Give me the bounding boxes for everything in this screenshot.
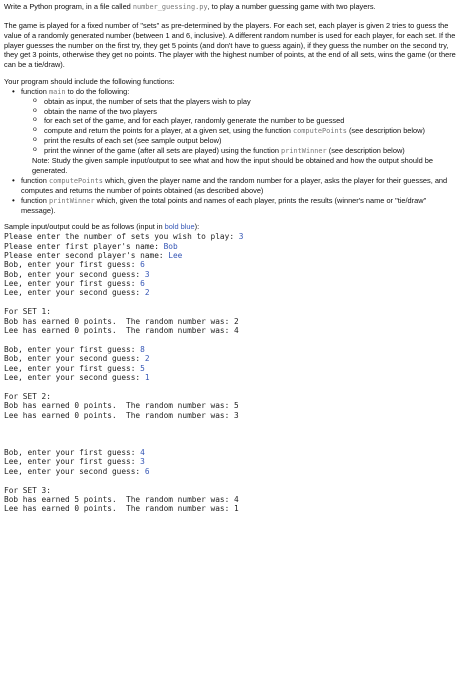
transcript-output: Please enter first player's name:	[4, 241, 164, 251]
sample-label-pre: Sample input/output could be as follows (input in	[4, 222, 165, 232]
transcript-output: Bob has earned 5 points. The random number was: 4	[4, 494, 239, 504]
transcript-line	[4, 307, 456, 316]
transcript-output: Lee has earned 0 points. The random number was: 3	[4, 410, 239, 420]
transcript-input: Bob	[163, 241, 178, 251]
transcript-output: Please enter second player's name:	[4, 250, 169, 260]
transcript-output: Bob has earned 0 points. The random number was: 5	[4, 401, 239, 411]
compute-post: which, given the player name and the random number for a player, asks the player for their guesses, and computes and returns the number of points obtained (as described above)	[21, 175, 448, 195]
transcript-output: Bob, enter your second guess:	[4, 354, 145, 364]
subtask-3: o for each set of the game, and for each player, randomly generate the number to be guessed	[33, 116, 456, 126]
transcript-output: Lee has earned 0 points. The random number was: 1	[4, 504, 239, 514]
header-text: Write a Python program, in a file called	[4, 2, 133, 11]
function-computepoints-item	[12, 176, 456, 196]
transcript-input: 2	[144, 288, 150, 298]
transcript-line	[4, 279, 456, 288]
transcript-output: Lee, enter your second guess:	[4, 288, 145, 298]
transcript-input: 3	[238, 232, 244, 242]
subtask-4-pre: compute and return the points for a player, at a given set, using the function	[44, 126, 293, 136]
compute-pre: function	[21, 175, 49, 185]
main-post: to do the following:	[65, 86, 130, 96]
subtask-5: o print the results of each set (see sample output below)	[33, 136, 456, 146]
transcript-output: Lee, enter your first guess:	[4, 457, 141, 467]
transcript-output: For SET 3:	[4, 485, 51, 495]
transcript-input: 6	[144, 466, 150, 476]
main-subtasks	[21, 97, 456, 156]
sample-label	[4, 222, 456, 232]
subtask-4-post: (see description below)	[346, 126, 425, 136]
subtask-4	[33, 126, 456, 136]
subtask-6-post: (see description below)	[326, 145, 405, 155]
transcript-line	[4, 401, 456, 410]
transcript-input: Lee	[168, 250, 183, 260]
transcript-output: Bob, enter your second guess:	[4, 269, 145, 279]
transcript-output: Please enter the number of sets you wish to play:	[4, 232, 239, 242]
transcript-input: 1	[144, 373, 150, 382]
assignment-document	[4, 2, 456, 514]
transcript-line	[4, 270, 456, 279]
transcript-input: 6	[140, 279, 145, 289]
transcript-line	[4, 242, 456, 251]
game-rules: The game is played for a fixed number of "sets" as pre-determined by the players. For each set, each player is given 2 tries to guess the value of a randomly generated number (between 1 and 6, inclusive). A different random number is used for each player, for each set. If the player guesses the number on the first try, they get 5 points (and don't have to guess again), if they guess the number on the second try, they get 3 points, otherwise they get no points. The player with the highest number of points, at the end of all sets, wins the game (or there can be a tie/draw).	[4, 21, 456, 70]
task-header	[4, 2, 456, 12]
transcript-line	[4, 495, 456, 504]
sample-transcript	[4, 232, 456, 514]
winner-post: which, given the total points and names of each player, prints the results (winner's name or "tie/draw" message).	[21, 195, 427, 215]
main-pre: function	[21, 86, 49, 96]
transcript-input: 2	[144, 354, 150, 364]
transcript-output: Lee, enter your first guess:	[4, 279, 141, 289]
transcript-output: Bob, enter your first guess:	[4, 344, 141, 354]
transcript-line	[4, 457, 456, 466]
transcript-output: Bob, enter your first guess:	[4, 447, 141, 457]
transcript-output: Bob, enter your first guess:	[4, 260, 141, 270]
sample-label-post: ):	[194, 222, 200, 232]
transcript-line	[4, 373, 456, 382]
function-main-item	[12, 87, 456, 176]
subtask-2: o obtain the name of the two players	[33, 107, 456, 117]
transcript-line	[4, 486, 456, 495]
winner-pre: function	[21, 195, 49, 205]
transcript-input: 3	[140, 457, 145, 467]
transcript-line	[4, 345, 456, 354]
function-list	[4, 87, 456, 216]
transcript-output: Lee, enter your first guess:	[4, 363, 141, 373]
transcript-line	[4, 251, 456, 260]
transcript-output: Lee, enter your second guess:	[4, 373, 145, 382]
transcript-line	[4, 504, 456, 513]
transcript-input: 3	[144, 269, 150, 279]
header-text-end: , to play a number guessing game with two players.	[207, 2, 376, 11]
transcript-input: 5	[140, 363, 145, 373]
function-printwinner-item	[12, 196, 456, 216]
transcript-line	[4, 326, 456, 335]
winner-code: printWinner	[48, 196, 95, 205]
transcript-line	[4, 288, 456, 297]
transcript-line	[4, 392, 456, 401]
transcript-line	[4, 467, 456, 476]
transcript-input: 4	[140, 447, 145, 457]
subtask-6	[33, 146, 456, 156]
sample-label-blue: bold blue	[164, 222, 195, 232]
subtask-4-code: computePoints	[292, 127, 347, 136]
functions-intro: Your program should include the following functions:	[4, 76, 175, 86]
main-note: Note: Study the given sample input/output to see what and how the input should be obtained and how the output should be generated.	[32, 156, 434, 175]
main-code: main	[48, 87, 66, 96]
compute-code: computePoints	[48, 176, 103, 185]
transcript-line	[4, 411, 456, 420]
subtask-1: o obtain as input, the number of sets that the players wish to play	[33, 97, 456, 107]
transcript-line	[4, 448, 456, 457]
transcript-input: 8	[140, 344, 145, 354]
subtask-6-code: printWinner	[281, 146, 327, 155]
transcript-line	[4, 232, 456, 241]
filename: number_guessing.py	[132, 3, 208, 11]
transcript-output: Lee, enter your second guess:	[4, 466, 145, 476]
transcript-line	[4, 317, 456, 326]
transcript-line	[4, 354, 456, 363]
subtask-6-pre: print the winner of the game (after all sets are played) using the function	[44, 145, 282, 155]
transcript-line	[4, 260, 456, 269]
transcript-input: 6	[140, 260, 145, 270]
transcript-line	[4, 364, 456, 373]
transcript-output: Bob has earned 0 points. The random number was: 2	[4, 316, 239, 326]
transcript-output: For SET 2:	[4, 391, 51, 401]
transcript-output: For SET 1:	[4, 307, 51, 317]
transcript-output: Lee has earned 0 points. The random number was: 4	[4, 326, 239, 336]
